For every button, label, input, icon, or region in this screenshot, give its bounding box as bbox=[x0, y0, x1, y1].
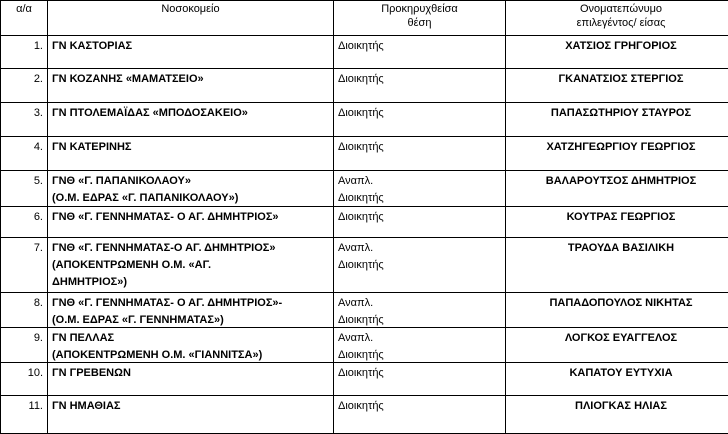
hospital-cell-line: (Ο.Μ. ΕΔΡΑΣ «Γ. ΠΑΠΑΝΙΚΟΛΑΟΥ») bbox=[52, 191, 333, 205]
appointee-name-cell bbox=[506, 293, 728, 328]
hospital-cell-line: ΓΝ ΠΕΛΛΑΣ bbox=[52, 331, 333, 345]
hospital-cell bbox=[48, 36, 334, 69]
position-cell-line: Διοικητής bbox=[338, 348, 505, 362]
hospital-cell-line: ΓΝΘ «Γ. ΓΕΝΝΗΜΑΤΑΣ- Ο ΑΓ. ΔΗΜΗΤΡΙΟΣ»- bbox=[52, 296, 333, 310]
table-row bbox=[1, 103, 728, 137]
appointee-name-cell-line: ΒΑΛΑΡΟΥΤΣΟΣ ΔΗΜΗΤΡΙΟΣ bbox=[506, 174, 728, 188]
table-row bbox=[1, 171, 728, 207]
row-number-line: 11. bbox=[1, 399, 43, 413]
table-row bbox=[1, 328, 728, 363]
row-number-line: 1. bbox=[1, 39, 43, 53]
row-number-line: 2. bbox=[1, 72, 43, 86]
appointee-name-cell-line: ΠΑΠΑΔΟΠΟΥΛΟΣ ΝΙΚΗΤΑΣ bbox=[506, 296, 728, 310]
hospital-cell-line: ΓΝ ΚΑΣΤΟΡΙΑΣ bbox=[52, 39, 333, 53]
hospital-cell-line: ΓΝ ΗΜΑΘΙΑΣ bbox=[52, 399, 333, 413]
row-number bbox=[1, 137, 48, 171]
hospital-cell-line: (Ο.Μ. ΕΔΡΑΣ «Γ. ΓΕΝΝΗΜΑΤΑΣ») bbox=[52, 313, 333, 327]
row-number bbox=[1, 207, 48, 238]
row-number-line: 6. bbox=[1, 210, 43, 224]
position-cell bbox=[334, 293, 506, 328]
header-hospital: Νοσοκομείο bbox=[48, 1, 334, 36]
hospital-cell-line: ΓΝ ΠΤΟΛΕΜΑΪΔΑΣ «ΜΠΟΔΟΣΑΚΕΙΟ» bbox=[52, 106, 333, 120]
table-row bbox=[1, 293, 728, 328]
hospital-cell bbox=[48, 171, 334, 207]
position-cell bbox=[334, 396, 506, 434]
row-number bbox=[1, 69, 48, 103]
row-number-line: 10. bbox=[1, 366, 43, 380]
appointee-name-cell-line: ΚΑΠΑΤΟΥ ΕΥΤΥΧΙΑ bbox=[506, 366, 728, 380]
row-number-line: 3. bbox=[1, 106, 43, 120]
appointee-name-cell bbox=[506, 36, 728, 69]
table-row bbox=[1, 396, 728, 434]
appointee-name-cell-line: ΓΚΑΝΑΤΣΙΟΣ ΣΤΕΡΓΙΟΣ bbox=[506, 72, 728, 86]
appointee-name-cell-line: ΠΑΠΑΣΩΤΗΡΙΟΥ ΣΤΑΥΡΟΣ bbox=[506, 106, 728, 120]
position-cell bbox=[334, 171, 506, 207]
appointee-name-cell-line: ΧΑΤΣΙΟΣ ΓΡΗΓΟΡΙΟΣ bbox=[506, 39, 728, 53]
appointee-name-cell bbox=[506, 137, 728, 171]
appointee-name-cell bbox=[506, 171, 728, 207]
hospital-cell bbox=[48, 293, 334, 328]
position-cell bbox=[334, 207, 506, 238]
row-number bbox=[1, 36, 48, 69]
position-cell-line: Αναπλ. bbox=[338, 296, 505, 310]
position-cell-line: Διοικητής bbox=[338, 72, 505, 86]
row-number-line: 4. bbox=[1, 140, 43, 154]
row-number bbox=[1, 363, 48, 396]
header-num: α/α bbox=[1, 1, 48, 36]
appointee-name-cell bbox=[506, 363, 728, 396]
position-cell-line: Αναπλ. bbox=[338, 174, 505, 188]
row-number-line: 7. bbox=[1, 241, 43, 255]
table-row bbox=[1, 238, 728, 293]
position-cell-line: Διοικητής bbox=[338, 399, 505, 413]
row-number bbox=[1, 103, 48, 137]
hospital-cell-line: ΓΝ ΚΑΤΕΡΙΝΗΣ bbox=[52, 140, 333, 154]
row-number-line: 9. bbox=[1, 331, 43, 345]
hospital-cell bbox=[48, 69, 334, 103]
position-cell-line: Διοικητής bbox=[338, 313, 505, 327]
table-row bbox=[1, 36, 728, 69]
position-cell bbox=[334, 328, 506, 363]
position-cell-line: Διοικητής bbox=[338, 39, 505, 53]
position-cell bbox=[334, 137, 506, 171]
row-number bbox=[1, 171, 48, 207]
hospital-cell-line: (ΑΠΟΚΕΝΤΡΩΜΕΝΗ Ο.Μ. «ΓΙΑΝΝΙΤΣΑ») bbox=[52, 348, 333, 362]
position-cell-line: Διοικητής bbox=[338, 106, 505, 120]
hospital-cell-line: ΓΝ ΚΟΖΑΝΗΣ «ΜΑΜΑΤΣΕΙΟ» bbox=[52, 72, 333, 86]
appointee-name-cell bbox=[506, 69, 728, 103]
row-number bbox=[1, 293, 48, 328]
position-cell-line: Αναπλ. bbox=[338, 241, 505, 255]
appointee-name-cell bbox=[506, 396, 728, 434]
appointee-name-cell bbox=[506, 328, 728, 363]
hospital-cell-line: ΓΝΘ «Γ. ΓΕΝΝΗΜΑΤΑΣ-Ο ΑΓ. ΔΗΜΗΤΡΙΟΣ» bbox=[52, 241, 333, 255]
position-cell bbox=[334, 36, 506, 69]
position-cell-line: Διοικητής bbox=[338, 210, 505, 224]
position-cell-line: Αναπλ. bbox=[338, 331, 505, 345]
hospital-cell-line: ΓΝΘ «Γ. ΓΕΝΝΗΜΑΤΑΣ- Ο ΑΓ. ΔΗΜΗΤΡΙΟΣ» bbox=[52, 210, 333, 224]
position-cell-line: Διοικητής bbox=[338, 366, 505, 380]
row-number bbox=[1, 396, 48, 434]
table-row bbox=[1, 69, 728, 103]
position-cell bbox=[334, 238, 506, 293]
header-position: Προκηρυχθείσα θέση bbox=[334, 1, 506, 36]
position-cell bbox=[334, 363, 506, 396]
table-row bbox=[1, 137, 728, 171]
position-cell-line: Διοικητής bbox=[338, 191, 505, 205]
row-number bbox=[1, 328, 48, 363]
appointee-name-cell bbox=[506, 207, 728, 238]
appointee-name-cell-line: ΛΟΓΚΟΣ ΕΥΑΓΓΕΛΟΣ bbox=[506, 331, 728, 345]
appointee-name-cell bbox=[506, 103, 728, 137]
row-number-line: 5. bbox=[1, 174, 43, 188]
appointee-name-cell-line: ΧΑΤΖΗΓΕΩΡΓΙΟΥ ΓΕΩΡΓΙΟΣ bbox=[506, 140, 728, 154]
hospital-cell-line: ΓΝΘ «Γ. ΠΑΠΑΝΙΚΟΛΑΟΥ» bbox=[52, 174, 333, 188]
position-cell-line: Διοικητής bbox=[338, 258, 505, 272]
hospital-cell bbox=[48, 103, 334, 137]
hospital-cell bbox=[48, 137, 334, 171]
hospital-cell bbox=[48, 238, 334, 293]
hospital-cell-line: ΔΗΜΗΤΡΙΟΣ») bbox=[52, 275, 333, 289]
position-cell bbox=[334, 103, 506, 137]
appointee-name-cell-line: ΚΟΥΤΡΑΣ ΓΕΩΡΓΙΟΣ bbox=[506, 210, 728, 224]
position-cell-line: Διοικητής bbox=[338, 140, 505, 154]
header-name: Ονοματεπώνυμο επιλεγέντος/ είσας bbox=[506, 1, 728, 36]
row-number bbox=[1, 238, 48, 293]
position-cell bbox=[334, 69, 506, 103]
hospital-cell-line: ΓΝ ΓΡΕΒΕΝΩΝ bbox=[52, 366, 333, 380]
row-number-line: 8. bbox=[1, 296, 43, 310]
hospital-cell bbox=[48, 328, 334, 363]
appointee-name-cell-line: ΤΡΑΟΥΔΑ ΒΑΣΙΛΙΚΗ bbox=[506, 241, 728, 255]
header-row bbox=[1, 1, 728, 36]
hospital-cell bbox=[48, 207, 334, 238]
appointee-name-cell bbox=[506, 238, 728, 293]
appointee-name-cell-line: ΠΛΙΟΓΚΑΣ ΗΛΙΑΣ bbox=[506, 399, 728, 413]
table-row bbox=[1, 363, 728, 396]
table-row bbox=[1, 207, 728, 238]
hospital-cell-line: (ΑΠΟΚΕΝΤΡΩΜΕΝΗ Ο.Μ. «ΑΓ. bbox=[52, 258, 333, 272]
hospital-cell bbox=[48, 396, 334, 434]
hospital-cell bbox=[48, 363, 334, 396]
